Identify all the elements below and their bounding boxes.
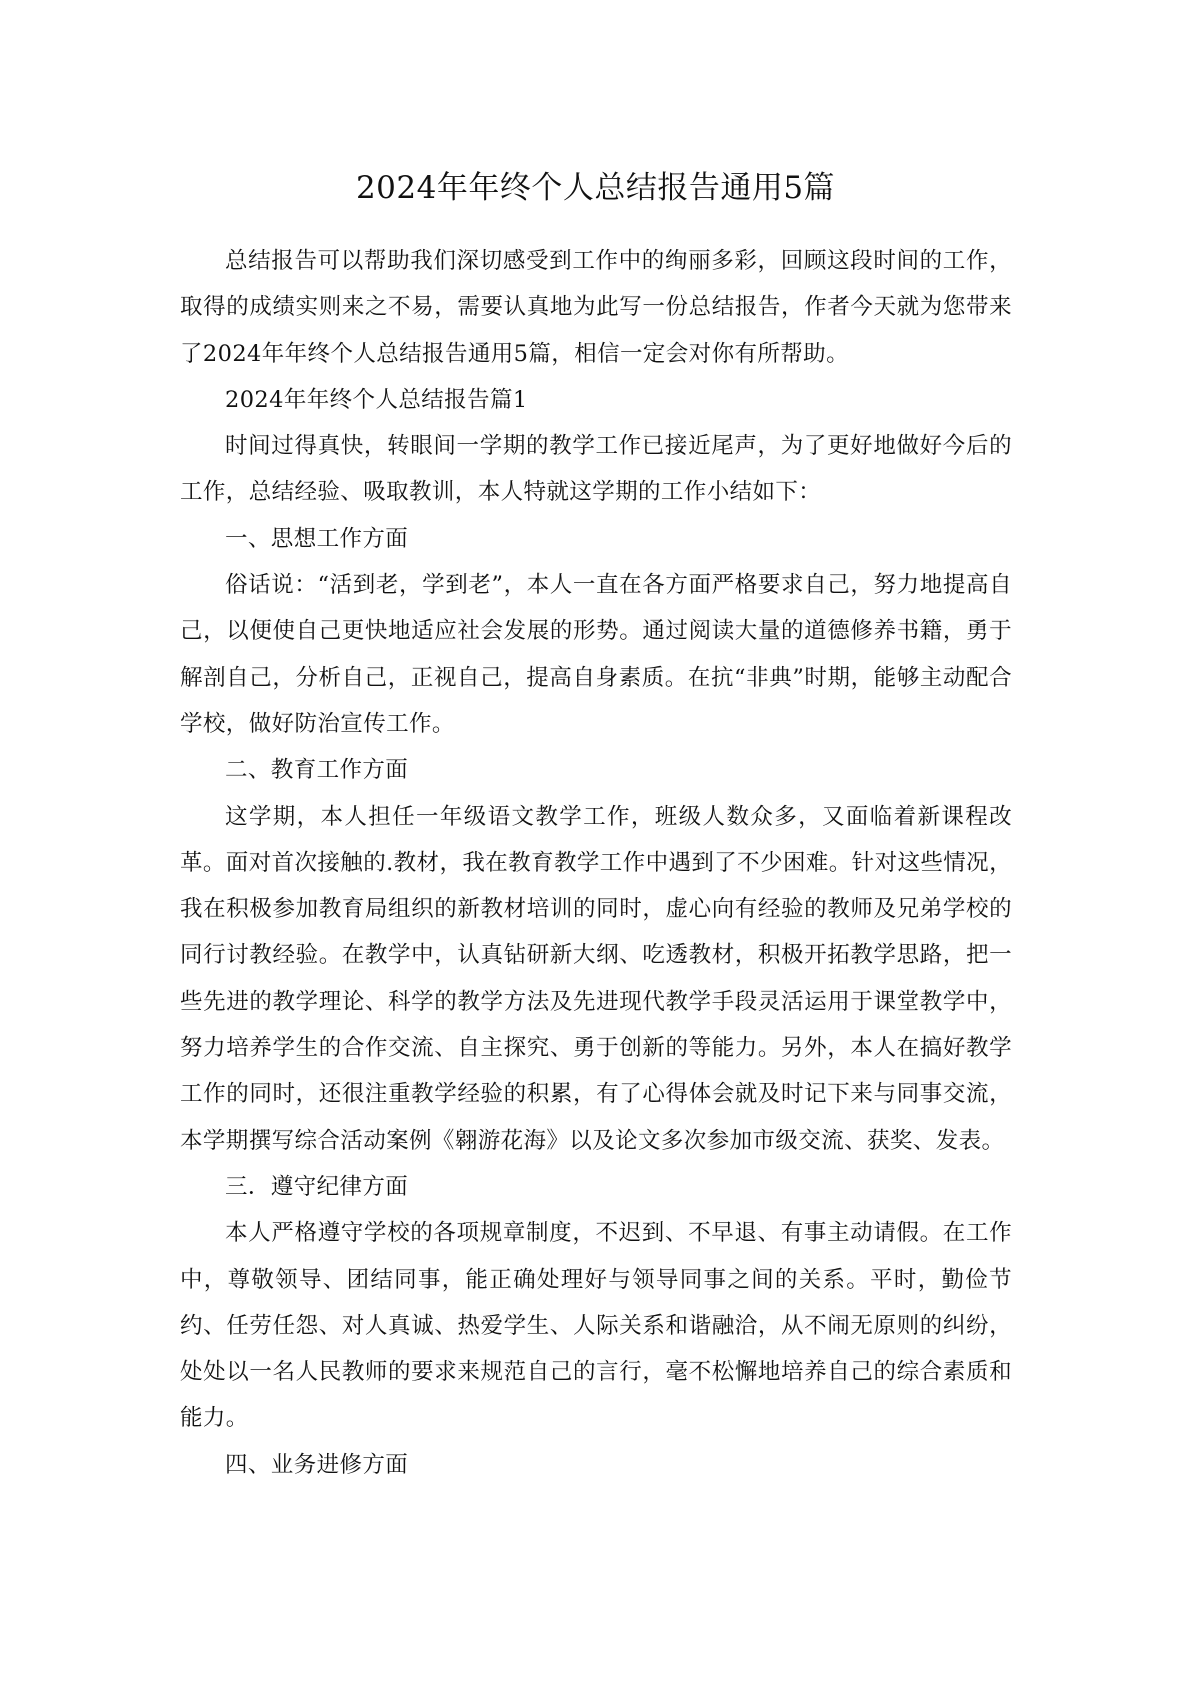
document-body <box>180 238 1012 1488</box>
section-heading-article-1: 2024年年终个人总结报告篇1 <box>225 386 528 413</box>
document-title: 2024年年终个人总结报告通用5篇 <box>355 170 836 206</box>
section-heading-discipline: 三．遵守纪律方面 <box>225 1173 409 1200</box>
opening-paragraph: 时间过得真快，转眼间一学期的教学工作已接近尾声，为了更好地做好今后的工作，总结经验、吸取教训，本人特就这学期的工作小结如下： <box>180 433 1012 506</box>
intro-paragraph: 总结报告可以帮助我们深切感受到工作中的绚丽多彩，回顾这段时间的工作，取得的成绩实则来之不易，需要认真地为此写一份总结报告，作者今天就为您带来了2024年年终个人总结报告通用5篇，相信一定会对你有所帮助。 <box>180 248 1012 367</box>
section-heading-thought-work: 一、思想工作方面 <box>225 525 409 552</box>
discipline-paragraph: 本人严格遵守学校的各项规章制度，不迟到、不早退、有事主动请假。在工作中，尊敬领导、团结同事，能正确处理好与领导同事之间的关系。平时，勤俭节约、任劳任怨、对人真诚、热爱学生、人际关系和谐融洽，从不闹无原则的纠纷，处处以一名人民教师的要求来规范自己的言行，毫不松懈地培养自己的综合素质和能力。 <box>180 1220 1012 1432</box>
education-work-paragraph: 这学期，本人担任一年级语文教学工作，班级人数众多，又面临着新课程改革。面对首次接触的.教材，我在教育教学工作中遇到了不少困难。针对这些情况，我在积极参加教育局组织的新教材培训的同时，虚心向有经验的教师及兄弟学校的同行讨教经验。在教学中，认真钻研新大纲、吃透教材，积极开拓教学思路，把一些先进的教学理论、科学的教学方法及先进现代教学手段灵活运用于课堂教学中，努力培养学生的合作交流、自主探究、勇于创新的等能力。另外，本人在搞好教学工作的同时，还很注重教学经验的积累，有了心得体会就及时记下来与同事交流，本学期撰写综合活动案例《翱游花海》以及论文多次参加市级交流、获奖、发表。 <box>180 803 1012 1154</box>
thought-work-paragraph: 俗话说：“活到老，学到老”，本人一直在各方面严格要求自己，努力地提高自己，以便使自己更快地适应社会发展的形势。通过阅读大量的道德修养书籍，勇于解剖自己，分析自己，正视自己，提高自身素质。在抗“非典”时期，能够主动配合学校，做好防治宣传工作。 <box>180 572 1012 737</box>
section-heading-education-work: 二、教育工作方面 <box>225 757 409 784</box>
section-heading-professional-study: 四、业务进修方面 <box>225 1451 409 1478</box>
